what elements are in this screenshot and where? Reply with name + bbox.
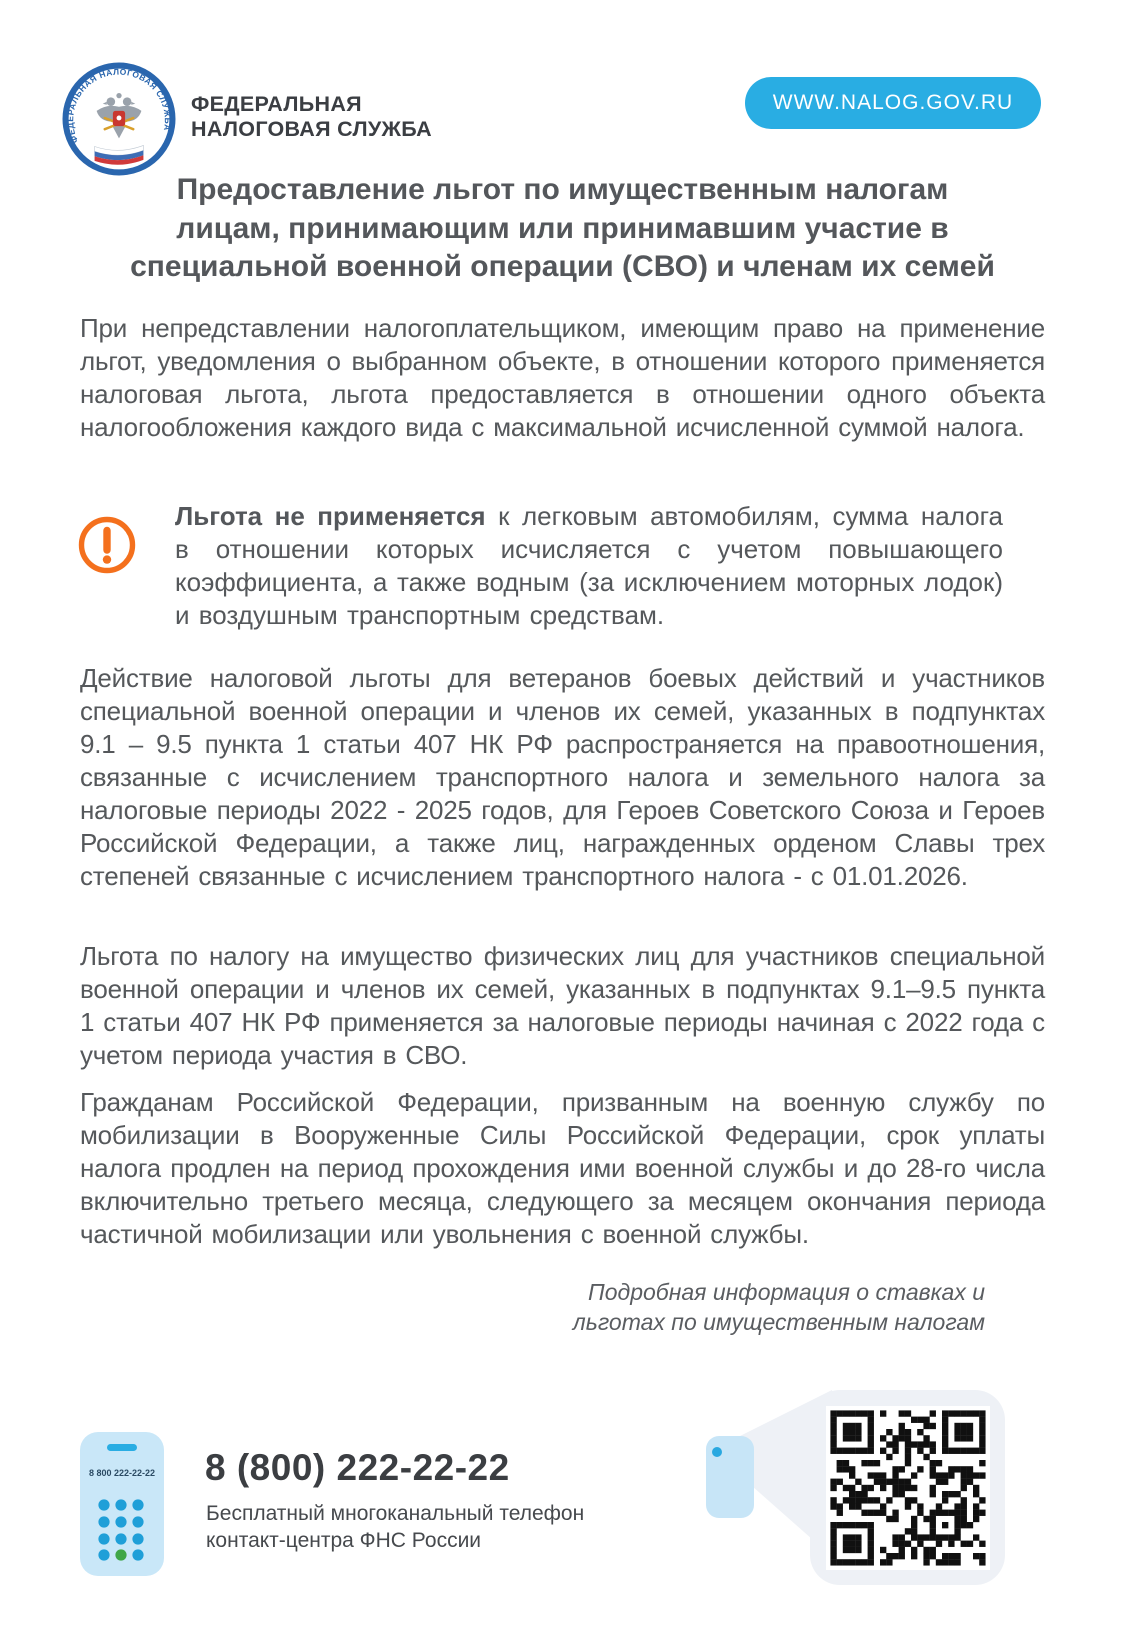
org-name-line2: НАЛОГОВАЯ СЛУЖБА [191,117,433,141]
qr-note-line2: льготах по имущественным налогам [572,1309,985,1335]
warning-lead-bold: Льгота не применяется [175,501,486,531]
qr-code [826,1406,990,1570]
warning-body-text: к легковым автомобилям, сумма налога в отношении которых исчисляется с учетом повышающего коэффициента, а также водным (за исключением моторных лодок) и воздушным транспортным средствам. [175,501,1003,630]
fns-emblem-logo [62,62,176,176]
contact-phone-number: 8 (800) 222-22-22 [205,1447,510,1488]
property-tax-paragraph: Льгота по налогу на имущество физических лиц для участников специальной военной операции и членов их семей, указанных в подпунктах 9.1–9.5 пункта 1 статьи 407 НК РФ применяется за налоговые периоды начиная с 2022 года с учетом периода участия в СВО. [80,941,1045,1070]
phone-desc-line1: Бесплатный многоканальный телефон [206,1502,585,1525]
page-title-line2: лицам, принимающим или принимавшим участие в [176,211,949,245]
page-title-line1: Предоставление льгот по имущественным налогам [176,173,949,206]
veterans-paragraph: Действие налоговой льготы для ветеранов боевых действий и участников специальной военной операции и членов их семей, указанных в подпунктах 9.1 – 9.5 пункта 1 статьи 407 НК РФ распространяется на правоотношения, связанные с исчислением транспортного налога и земельного налога за налоговые периоды 2022 - 2025 годов, для Героев Советского Союза и Героев Российской Федерации, а также лиц, награжденных орденом Славы трех степеней связанные с исчислением транспортного налога - с 01.01.2026. [80,663,1045,891]
qr-note [465,1277,985,1337]
website-button[interactable] [745,77,1041,129]
emblem-ring-text: ФЕДЕРАЛЬНАЯ НАЛОГОВАЯ СЛУЖБА [65,66,173,145]
qr-note-line1: Подробная информация о ставках и [588,1279,985,1305]
phone-desc-line2: контакт-центра ФНС России [206,1529,482,1552]
website-button-label: WWW.NALOG.GOV.RU [772,91,1014,114]
phone-handset-icon [78,1428,166,1578]
contact-phone-description [206,1500,584,1554]
intro-paragraph: При непредставлении налогоплательщиком, имеющим право на применение льгот, уведомления о выбранном объекте, в отношении которого применяется налоговая льгота, льгота предоставляется в отношении одного объекта налогообложения каждого вида с максимальной исчисленной суммой налога. [80,313,1045,442]
page-title [40,171,1085,287]
phone-icon-number-label: 8 800 222-22-22 [88,1468,156,1478]
org-name [191,92,432,142]
phone-camera-dot [712,1447,722,1457]
warning-exclamation-icon [77,515,137,575]
org-name-line1: ФЕДЕРАЛЬНАЯ [191,92,362,116]
keypad-green-dot [115,1549,126,1560]
scanning-phone-icon [706,1436,754,1518]
phone-speaker-bar [107,1444,137,1451]
page-title-line3: специальной военной операции (СВО) и членам их семей [130,250,995,283]
mobilized-paragraph: Гражданам Российской Федерации, призванным на военную службу по мобилизации в Вооруженные Силы Российской Федерации, срок уплаты налога продлен на период прохождения ими военной службы и до 28-го числа включительно третьего месяца, следующего за месяцем окончания периода частичной мобилизации или увольнения с военной службы. [80,1087,1045,1249]
warning-paragraph [175,500,1003,632]
qr-code-modules [830,1410,985,1565]
